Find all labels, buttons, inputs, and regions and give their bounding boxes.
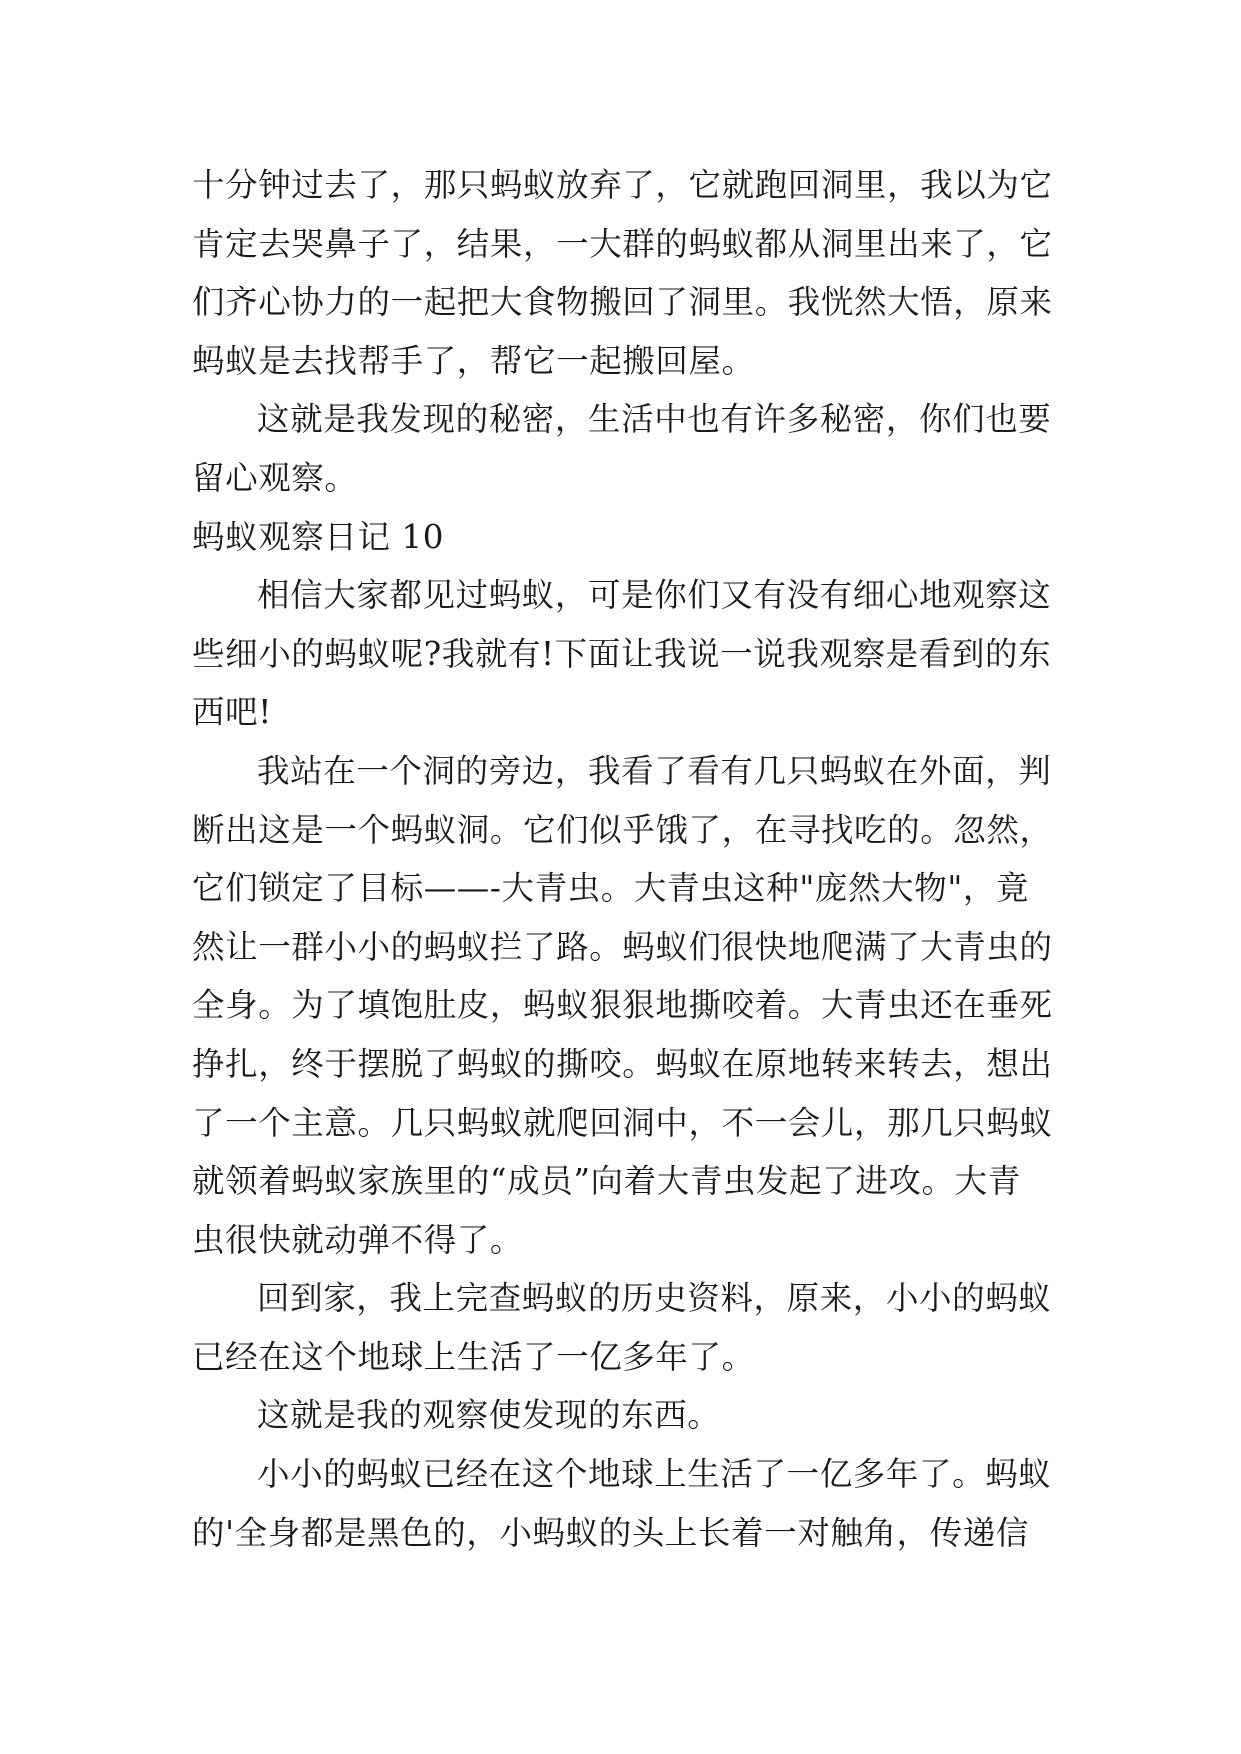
- body-text: [192, 156, 1052, 1562]
- text-line: 蚂蚁是去找帮手了，帮它一起搬回屋。: [192, 341, 755, 380]
- text-line: 断出这是一个蚂蚁洞。它们似乎饿了，在寻找吃的。忽然，: [192, 810, 1053, 849]
- text-line: 就领着蚂蚁家族里的“成员”向着大青虫发起了进攻。大青: [192, 1162, 1021, 1201]
- text-line: 留心观察。: [192, 458, 358, 497]
- paragraph-first-line: 这就是我的观察使发现的东西。: [257, 1396, 721, 1435]
- text-line: 西吧!: [192, 693, 272, 732]
- paragraph-first-line: 相信大家都见过蚂蚁，可是你们又有没有细心地观察这: [257, 576, 1052, 615]
- text-line: 些细小的蚂蚁呢?我就有!下面让我说一说我观察是看到的东: [192, 634, 1052, 673]
- paragraph-first-line: 回到家，我上完查蚂蚁的历史资料，原来，小小的蚂蚁: [257, 1279, 1052, 1318]
- paragraph-first-line: 我站在一个洞的旁边，我看了看有几只蚂蚁在外面，判: [257, 751, 1052, 790]
- text-line: 了一个主意。几只蚂蚁就爬回洞中，不一会儿，那几只蚂蚁: [192, 1103, 1053, 1142]
- section-heading: 蚂蚁观察日记 10: [192, 517, 445, 556]
- text-line: 十分钟过去了，那只蚂蚁放弃了，它就跑回洞里，我以为它: [192, 166, 1053, 204]
- text-line: 然让一群小小的蚂蚁拦了路。蚂蚁们很快地爬满了大青虫的: [192, 927, 1053, 966]
- paragraph-first-line: 小小的蚂蚁已经在这个地球上生活了一亿多年了。蚂蚁: [257, 1455, 1052, 1494]
- text-line: 全身。为了填饱肚皮，蚂蚁狠狠地撕咬着。大青虫还在垂死: [192, 986, 1053, 1025]
- text-line: 的'全身都是黑色的，小蚂蚁的头上长着一对触角，传递信: [192, 1513, 1030, 1552]
- text-line: 们齐心协力的一起把大食物搬回了洞里。我恍然大悟，原来: [192, 283, 1053, 322]
- text-line: 它们锁定了目标——-大青虫。大青虫这种"庞然大物"，竟: [192, 869, 1030, 908]
- text-line: 挣扎，终于摆脱了蚂蚁的撕咬。蚂蚁在原地转来转去，想出: [192, 1044, 1053, 1083]
- paragraph-first-line: 这就是我发现的秘密，生活中也有许多秘密，你们也要: [257, 400, 1052, 439]
- text-line: 已经在这个地球上生活了一亿多年了。: [192, 1337, 755, 1376]
- text-line: 虫很快就动弹不得了。: [192, 1220, 524, 1259]
- text-line: 肯定去哭鼻子了，结果，一大群的蚂蚁都从洞里出来了，它: [192, 224, 1053, 263]
